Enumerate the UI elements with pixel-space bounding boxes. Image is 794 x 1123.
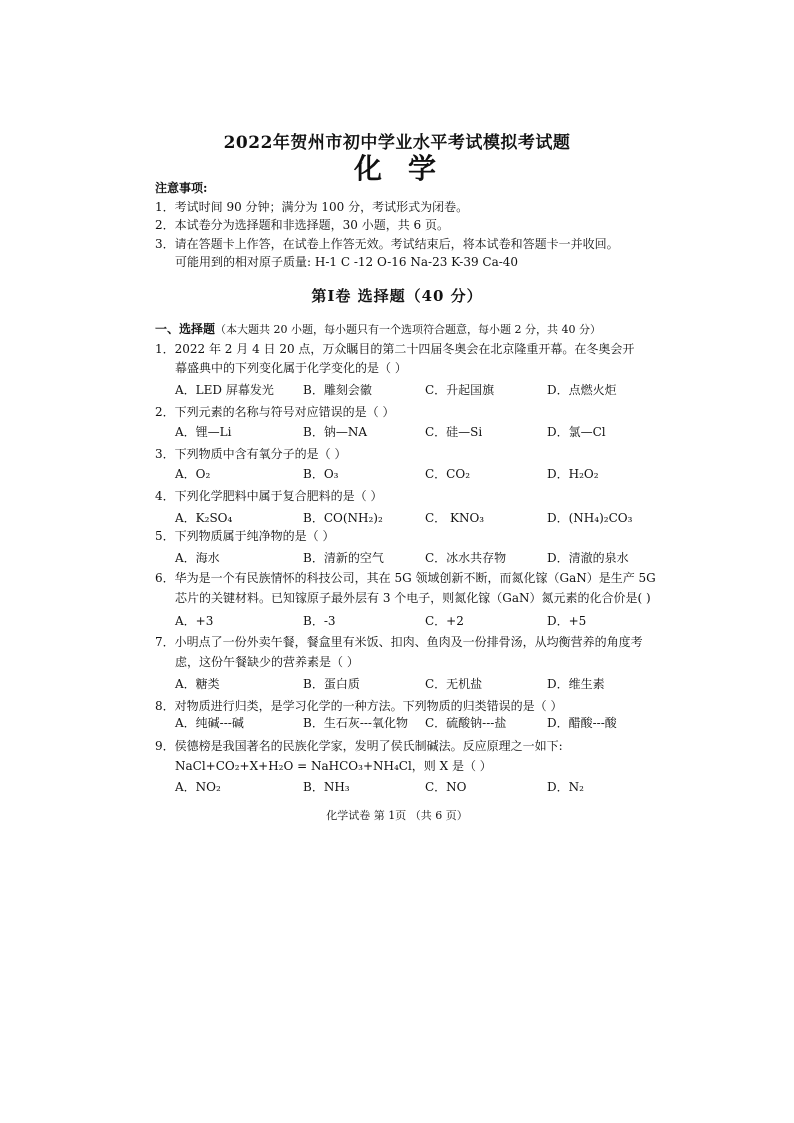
question-options: [175, 465, 635, 481]
option-c: C．无机盐: [425, 677, 483, 691]
option-a: A．K₂SO₄: [175, 511, 233, 525]
question-stem: 5．下列物质属于纯净物的是（ ）: [155, 529, 335, 543]
notice-heading: 注意事项:: [155, 181, 208, 195]
option-d: D．维生素: [547, 677, 605, 691]
option-d: D．点燃火炬: [547, 383, 617, 397]
notice-item-2: 2．本试卷分为选择题和非选择题，30 小题，共 6 页。: [155, 218, 449, 232]
question-stem: 7．小明点了一份外卖午餐，餐盒里有米饭、扣肉、鱼肉及一份排骨汤，从均衡营养的角度考: [155, 635, 643, 649]
option-d: D．(NH₄)₂CO₃: [547, 511, 633, 525]
option-c: C．CO₂: [425, 467, 471, 481]
option-b: B．NH₃: [303, 780, 350, 794]
option-b: B．雕刻会徽: [303, 383, 372, 397]
option-d: D．H₂O₂: [547, 467, 599, 481]
option-b: B．清新的空气: [303, 551, 384, 565]
question-stem-cont: 芯片的关键材料。已知镓原子最外层有 3 个电子，则氮化镓（GaN）氮元素的化合价是( ): [175, 591, 651, 605]
option-c: C．硅—Si: [425, 425, 483, 439]
option-d: D．N₂: [547, 780, 584, 794]
question-stem-cont: 虑，这份午餐缺少的营养素是（ ）: [175, 655, 359, 669]
notice-item-3: 3．请在答题卡上作答，在试卷上作答无效。考试结束后，将本试卷和答题卡一并收回。: [155, 237, 619, 251]
question-options: [175, 612, 635, 628]
option-b: B．O₃: [303, 467, 339, 481]
option-d: D．氯—Cl: [547, 425, 606, 439]
option-a: A．海水: [175, 551, 220, 565]
question-stem: 2．下列元素的名称与符号对应错误的是（ ）: [155, 405, 395, 419]
question-stem: 6．华为是一个有民族情怀的科技公司，其在 5G 领域创新不断，而氮化镓（GaN）是生产 5G: [155, 571, 656, 585]
section-lead: 一、选择题: [155, 322, 216, 336]
option-c: C． KNO₃: [425, 511, 485, 525]
section-instructions: [155, 320, 601, 337]
option-c: C．NO: [425, 780, 467, 794]
question-stem-cont: NaCl+CO₂+X+H₂O = NaHCO₃+NH₄Cl，则 X 是（ ）: [175, 759, 492, 773]
option-a: A．LED 屏幕发光: [175, 383, 274, 397]
option-b: B．蛋白质: [303, 677, 360, 691]
option-a: A．+3: [175, 614, 214, 628]
option-b: B．CO(NH₂)₂: [303, 511, 383, 525]
section-title: 第Ⅰ卷 选择题（40 分）: [311, 287, 483, 305]
question-options: [175, 675, 635, 691]
option-a: A．NO₂: [175, 780, 221, 794]
question-stem: 3．下列物质中含有氧分子的是（ ）: [155, 447, 347, 461]
question-stem-cont: 幕盛典中的下列变化属于化学变化的是（ ）: [175, 361, 407, 375]
option-c: C．升起国旗: [425, 383, 495, 397]
option-c: C．+2: [425, 614, 464, 628]
option-d: D．+5: [547, 614, 587, 628]
question-options: [175, 714, 635, 730]
question-options: [175, 509, 635, 525]
option-c: C．硫酸钠---盐: [425, 716, 507, 730]
option-a: A．O₂: [175, 467, 211, 481]
notice-item-1: 1．考试时间 90 分钟；满分为 100 分，考试形式为闭卷。: [155, 200, 469, 214]
option-d: D．清澈的泉水: [547, 551, 629, 565]
question-stem: 4．下列化学肥料中属于复合肥料的是（ ）: [155, 489, 383, 503]
question-stem: 1．2022 年 2 月 4 日 20 点，万众瞩目的第二十四届冬奥会在北京隆重开幕。在冬奥会开: [155, 342, 635, 356]
option-d: D．醋酸---酸: [547, 716, 617, 730]
atomic-masses: 可能用到的相对原子质量: H-1 C -12 O-16 Na-23 K-39 Ca-40: [175, 255, 519, 269]
section-instructions-text: （本大题共 20 小题，每小题只有一个选项符合题意，每小题 2 分，共 40 分）: [215, 323, 601, 336]
option-a: A．纯碱---碱: [175, 716, 244, 730]
question-stem: 8．对物质进行归类，是学习化学的一种方法。下列物质的归类错误的是（ ）: [155, 699, 563, 713]
question-options: [175, 778, 635, 794]
exam-title: 2022年贺州市初中学业水平考试模拟考试题: [223, 133, 571, 153]
option-b: B．-3: [303, 614, 336, 628]
option-a: A．锂—Li: [175, 425, 232, 439]
subject-title: 化学: [353, 152, 462, 185]
page-footer: 化学试卷 第 1页 （共 6 页）: [326, 809, 468, 822]
option-b: B．生石灰---氧化物: [303, 716, 408, 730]
option-c: C．冰水共存物: [425, 551, 507, 565]
option-b: B．钠—NA: [303, 425, 367, 439]
option-a: A．糖类: [175, 677, 220, 691]
question-options: [175, 381, 635, 397]
question-options: [175, 549, 635, 565]
question-options: [175, 423, 635, 439]
question-stem: 9．侯德榜是我国著名的民族化学家，发明了侯氏制碱法。反应原理之一如下:: [155, 739, 563, 753]
